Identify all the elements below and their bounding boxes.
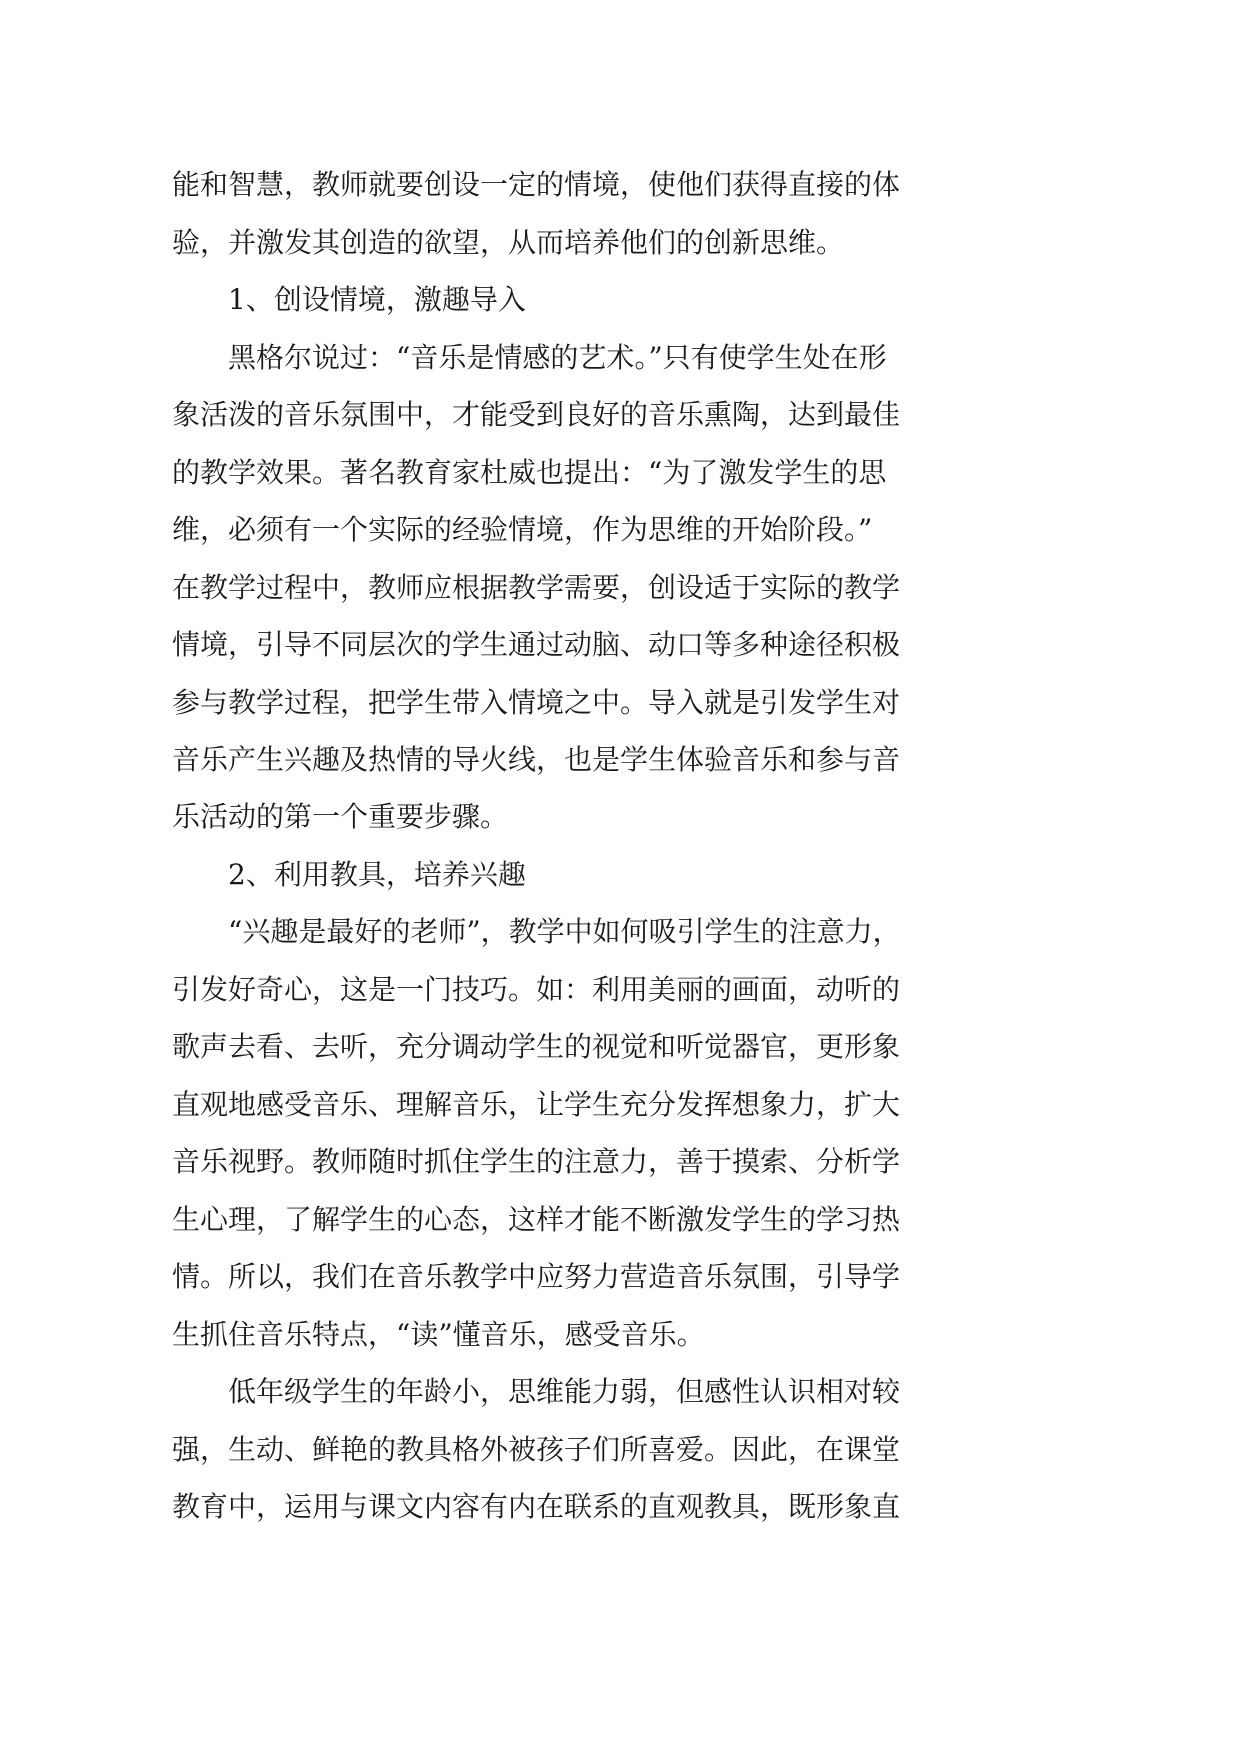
text-line: [0, 788, 1241, 846]
text-line: [0, 674, 1241, 732]
line-text: 音乐产生兴趣及热情的导火线，也是学生体验音乐和参与音: [172, 743, 901, 776]
text-line: [0, 731, 1241, 789]
text-line: [0, 1248, 1241, 1306]
line-text: 在教学过程中，教师应根据教学需要，创设适于实际的教学: [172, 571, 901, 604]
text-line: [0, 156, 1241, 214]
line-text: 强，生动、鲜艳的教具格外被孩子们所喜爱。因此，在课堂: [172, 1433, 901, 1466]
line-text: 的教学效果。著名教育家杜威也提出：“为了激发学生的思: [172, 456, 887, 489]
text-line: [0, 1191, 1241, 1249]
section-heading: [0, 271, 1241, 329]
text-line: [0, 444, 1241, 502]
text-line: [0, 1133, 1241, 1191]
text-line: [0, 616, 1241, 674]
text-line: [0, 214, 1241, 272]
line-text: 音乐视野。教师随时抓住学生的注意力，善于摸索、分析学: [172, 1145, 901, 1178]
line-text: 维，必须有一个实际的经验情境，作为思维的开始阶段。”: [172, 513, 873, 546]
line-text: 乐活动的第一个重要步骤。: [172, 800, 509, 833]
heading-text: 2、利用教具，培养兴趣: [228, 858, 526, 891]
line-text: 能和智慧，教师就要创设一定的情境，使他们获得直接的体: [172, 168, 901, 201]
line-text: 生抓住音乐特点，“读”懂音乐，感受音乐。: [172, 1318, 705, 1351]
line-text: 验，并激发其创造的欲望，从而培养他们的创新思维。: [172, 226, 845, 259]
text-line: [0, 1076, 1241, 1134]
line-text: 直观地感受音乐、理解音乐，让学生充分发挥想象力，扩大: [172, 1088, 901, 1121]
text-line: [0, 1363, 1241, 1421]
line-text: 教育中，运用与课文内容有内在联系的直观教具，既形象直: [172, 1490, 901, 1523]
text-line: [0, 903, 1241, 961]
text-line: [0, 961, 1241, 1019]
line-text: 参与教学过程，把学生带入情境之中。导入就是引发学生对: [172, 686, 901, 719]
line-text: 情。所以，我们在音乐教学中应努力营造音乐氛围，引导学: [172, 1260, 901, 1293]
text-line: [0, 329, 1241, 387]
heading-text: 1、创设情境，激趣导入: [228, 283, 526, 316]
line-text: 低年级学生的年龄小，思维能力弱，但感性认识相对较: [228, 1375, 901, 1408]
line-text: 情境，引导不同层次的学生通过动脑、动口等多种途径积极: [172, 628, 901, 661]
text-line: [0, 1018, 1241, 1076]
line-text: 歌声去看、去听，充分调动学生的视觉和听觉器官，更形象: [172, 1030, 901, 1063]
section-heading: [0, 846, 1241, 904]
text-line: [0, 501, 1241, 559]
text-line: [0, 559, 1241, 617]
line-text: 引发好奇心，这是一门技巧。如：利用美丽的画面，动听的: [172, 973, 901, 1006]
line-text: 黑格尔说过：“音乐是情感的艺术。”只有使学生处在形: [228, 341, 887, 374]
text-line: [0, 1421, 1241, 1479]
line-text: 象活泼的音乐氛围中，才能受到良好的音乐熏陶，达到最佳: [172, 398, 901, 431]
text-line: [0, 1478, 1241, 1536]
text-line: [0, 386, 1241, 444]
line-text: 生心理，了解学生的心态，这样才能不断激发学生的学习热: [172, 1203, 901, 1236]
line-text: “兴趣是最好的老师”，教学中如何吸引学生的注意力，: [228, 915, 901, 948]
text-line: [0, 1306, 1241, 1364]
